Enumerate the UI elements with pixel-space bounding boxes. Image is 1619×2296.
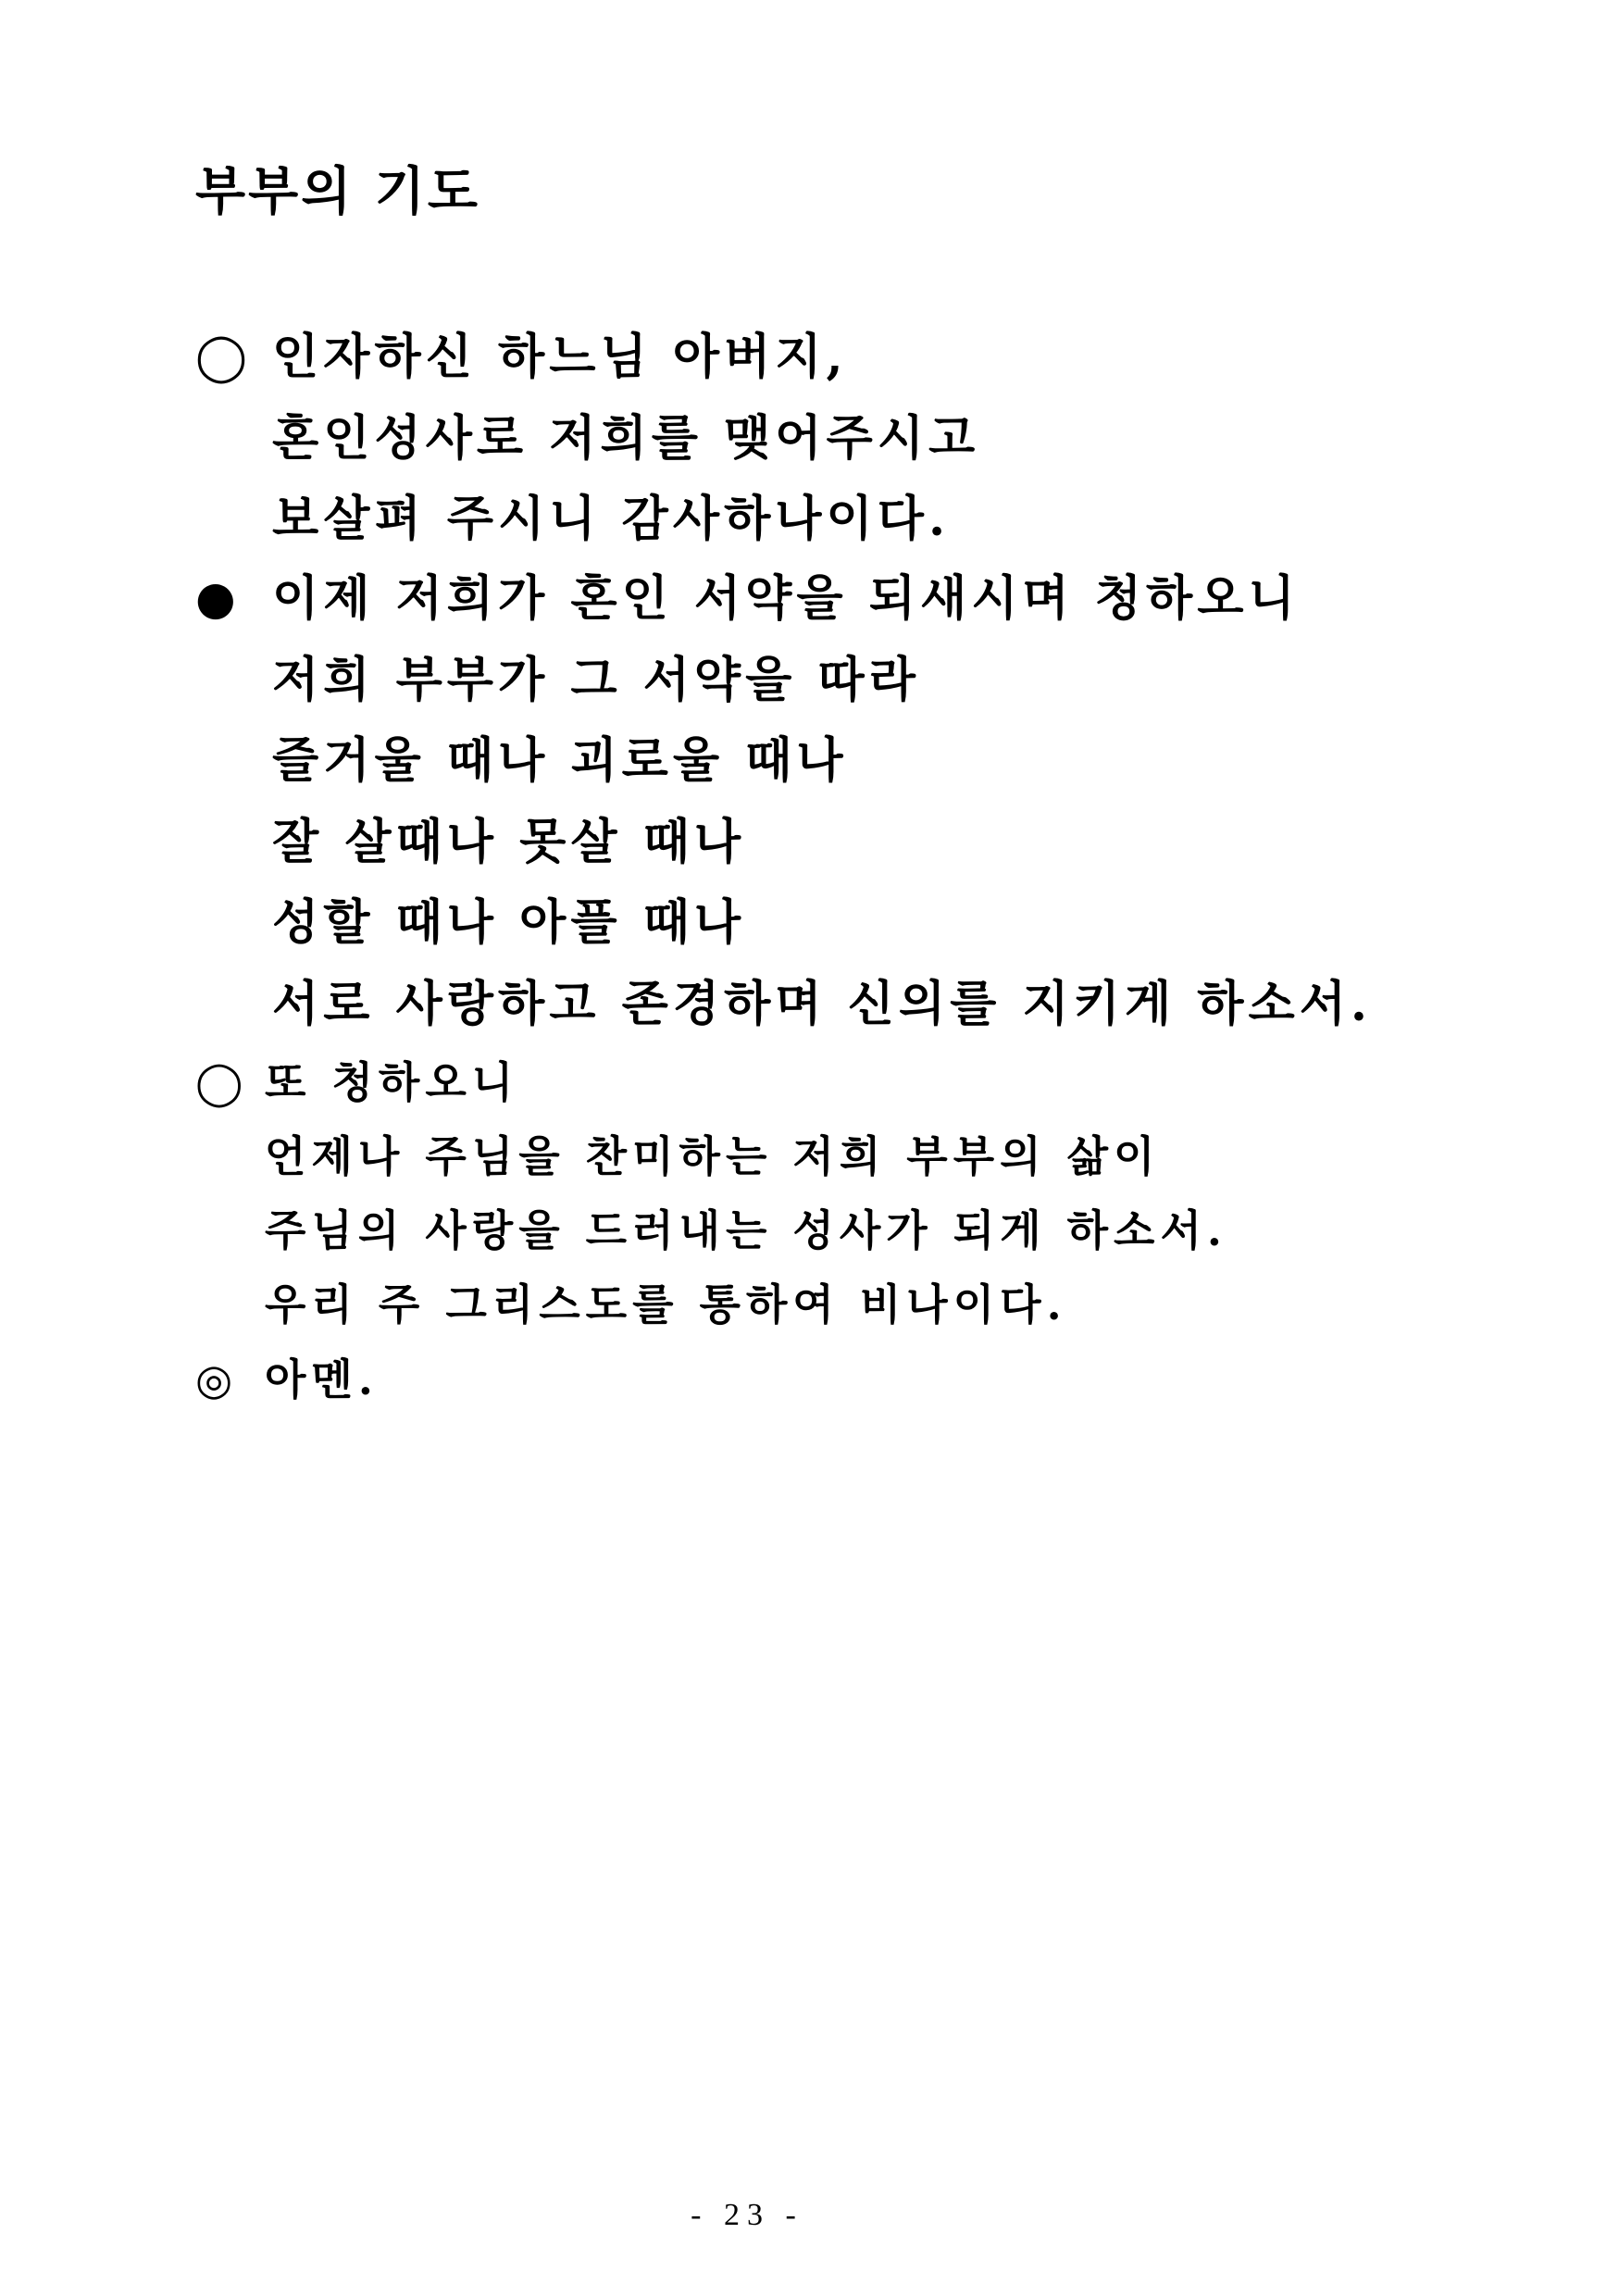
prayer-line: 우리 주 그리스도를 통하여 비나이다. [265,1279,1067,1329]
prayer-line: 혼인성사로 저희를 맺어주시고 [272,409,980,467]
prayer-line: 즐거울 때나 괴로울 때나 [272,732,848,789]
double-circle-icon: ◎ [195,1354,233,1404]
prayer-line: 언제나 주님을 찬미하는 저희 부부의 삶이 [265,1131,1161,1181]
prayer-line: 이제 저희가 혼인 서약을 되새시며 청하오니 [272,570,1300,627]
prayer-lines [265,1045,1227,1341]
page-title: 부부의 기도 [195,161,480,222]
prayer-lines [272,317,979,560]
hollow-circle-icon: ◯ [195,1057,243,1107]
hollow-circle-icon: ◯ [195,330,247,383]
prayer-line: 인자하신 하느님 아버지, [272,329,848,385]
filled-circle-icon: ● [195,571,236,625]
prayer-line: 보살펴 주시니 감사하나이다. [272,491,951,547]
prayer-line: 잘 살때나 못살 때나 [272,813,746,870]
prayer-lines [265,1342,379,1416]
prayer-line: 아멘. [265,1354,379,1404]
prayer-line: 저희 부부가 그 서약을 따라 [272,651,920,708]
prayer-line: 서로 사랑하고 존경하며 신의를 지키게 하소서. [272,975,1373,1032]
prayer-line: 또 청하오니 [265,1057,519,1107]
prayer-block [195,317,979,560]
prayer-block [195,1045,1227,1341]
prayer-lines [272,558,1372,1044]
prayer-block [195,558,1372,1044]
prayer-line: 성할 때나 아플 때나 [272,894,746,951]
prayer-block [195,1342,379,1416]
page-number: - 23 - [691,2198,803,2232]
prayer-line: 주님의 사랑을 드러내는 성사가 되게 하소서. [265,1205,1227,1255]
